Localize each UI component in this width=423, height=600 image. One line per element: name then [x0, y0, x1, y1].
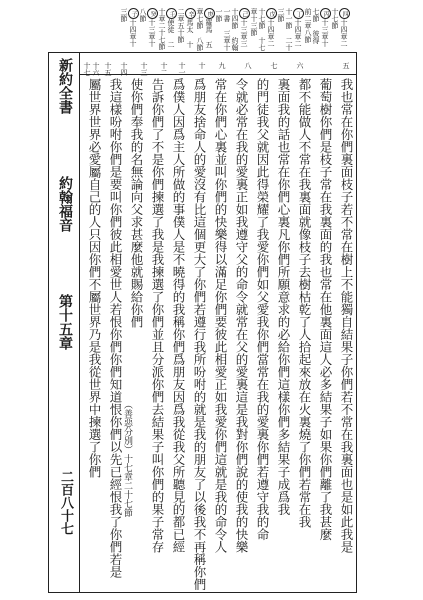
marginal-note: 四十四章二十七節 [331, 8, 348, 47]
left-frame-rule [48, 52, 49, 592]
chapter-title: 第十五章 [57, 294, 73, 350]
gospel-title: 約翰福音 [57, 176, 73, 232]
marginal-note: 戊十四章二十七節 十七章十三節 [250, 8, 275, 51]
verse-number: 十七 [83, 62, 91, 76]
verse-number: 十四 [120, 62, 128, 76]
marginal-note: 己十三章三十四節 約翰一書 三章十一節 [215, 8, 248, 51]
marginal-note: 丁十四章二十一節 二十三節 [277, 8, 302, 51]
verse-number: 十一 [178, 62, 186, 76]
verse-number: 七 [270, 62, 278, 69]
page-number: 二百八十七 [58, 470, 73, 535]
text-column: 爲朋友捨命人的愛沒有比這個更大了你們若遵行我所吩咐的就是我的朋友了以後我不再稱你們 [192, 78, 207, 591]
book-title: 新約全書 [57, 58, 73, 114]
verse-number: 十二 [160, 62, 168, 76]
text-column: 葡萄樹你們是枝子常在我裏面的我也常在他裏面這人必多結果子如果你們離了我甚麼 [318, 78, 333, 541]
verse-number: 六 [296, 62, 304, 69]
text-column: 裏面我的話也常在你們心裏凡你們所願意求的必給你們這樣你們多結果子成爲我 [276, 78, 291, 516]
text-column: 令就必常在我的愛裏正如我遵守父的命令就常在父的愛裏這是我對你們說的使我的快樂 [234, 78, 249, 553]
text-column: 爲僕人因爲主人所做的事僕人是不曉得的我稱你們爲朋友因爲我從我父所聽見的都已經 [171, 78, 186, 553]
verse-number: 十六 [92, 62, 100, 76]
text-column: 我也常在你們裏面枝子若不常在樹上不能獨自結果子你們若不常在我裏面也是如此我是 [339, 78, 354, 553]
marginal-note: 癸十三章十八節 [139, 8, 156, 47]
inner-left-rule [79, 52, 80, 592]
cross-reference: （善惡分別）十七章二十七節 [122, 400, 132, 517]
top-frame-rule [48, 52, 357, 53]
text-column: 屬世界世界必愛屬自己的人只因你們不屬世界乃是我從世界中揀選了你們 [87, 78, 102, 478]
marginal-note: 庚羅馬 五章七節 八節 [196, 8, 213, 51]
verse-number: 十 [198, 62, 206, 69]
verse-number: 八 [244, 62, 252, 69]
text-column: 使你們奉我的名無論向父求甚麼他就賜給你們 [129, 78, 144, 328]
text-column: 常在你們心裏並叫你們的快樂得以滿足你們要彼此相愛正如我愛你們這就是我的命令人 [213, 78, 228, 553]
marginal-note: 丙十三章十七節 彼得 前二章八節 [304, 8, 329, 47]
text-column: 我這樣吩咐你們是要叫你們彼此相愛世人若恨你們你們知道恨你們以先已經恨我了你們若是 [108, 78, 123, 578]
verse-number: 十三 [140, 62, 148, 76]
marginal-note: 子十四章十三節 [120, 8, 137, 47]
marginal-note: 辛馬太 十二章五十節 [177, 8, 194, 48]
bottom-frame-rule [48, 592, 357, 593]
right-frame-rule [356, 52, 357, 592]
text-column: 都不能做人不常在我裏面就像枝子去樹枯乾了人拾起來放在火裏燒了你們若常在我 [297, 78, 312, 528]
marginal-note: 壬使徒 二十章二十七節 [158, 8, 175, 50]
verse-number: 五 [342, 62, 350, 69]
marginal-notes [120, 8, 350, 52]
verse-number: 十五 [104, 62, 112, 76]
verse-number: 九 [218, 62, 226, 69]
text-column: 的門徒我父就因此得榮耀了我愛你們如父愛我你們當常在我的愛裏你們若遵守我的命 [255, 78, 270, 541]
text-column: 告訴你們了不是你們揀選了我是我揀選了你們並且分派你們去結果子叫你們的果子常存 [150, 78, 165, 553]
